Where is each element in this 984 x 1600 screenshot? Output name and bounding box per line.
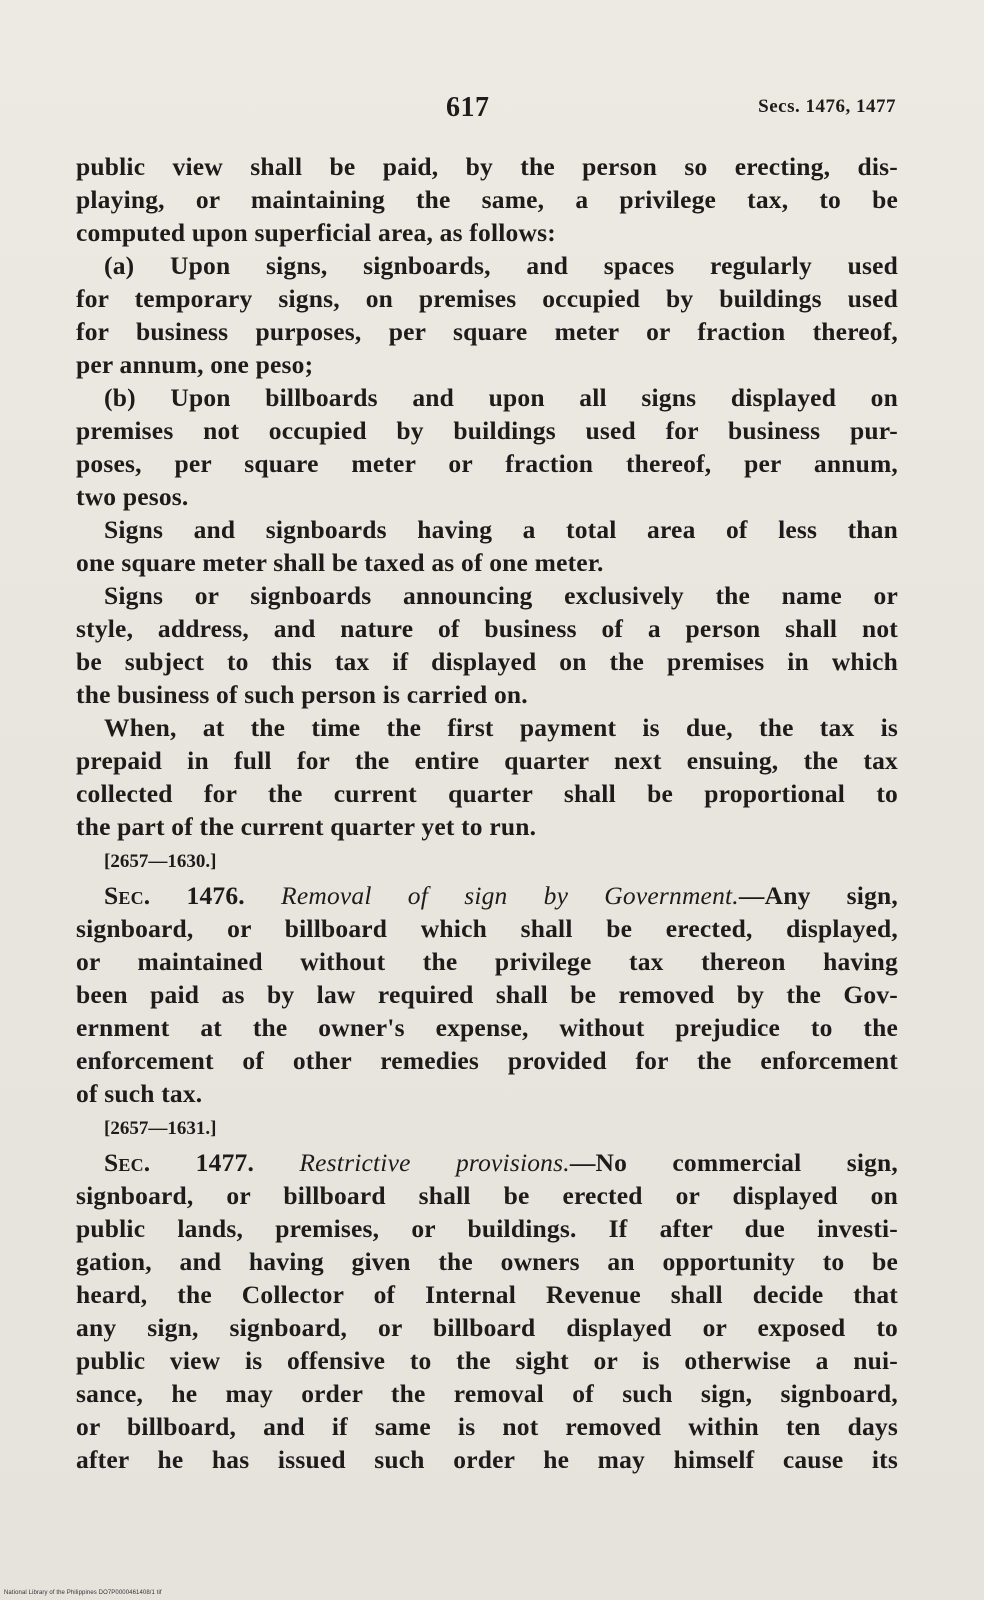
text-line: heard, the Collector of Internal Revenue shall decide that — [76, 1280, 898, 1309]
section-number: Sec. 1477. — [104, 1148, 255, 1177]
text-line: computed upon superficial area, as follows: — [76, 218, 556, 247]
text-line: be subject to this tax if displayed on the premises in which — [76, 647, 898, 676]
text-line: collected for the current quarter shall be proportional to — [76, 779, 898, 808]
source-reference: [2657—1631.] — [104, 1118, 217, 1139]
text-line: per annum, one peso; — [76, 350, 314, 379]
section-text: —Any sign, — [738, 881, 899, 910]
text-line: gation, and having given the owners an opportunity to be — [76, 1247, 898, 1276]
text-line: public view shall be paid, by the person so erecting, dis- — [76, 152, 898, 181]
text-line: or maintained without the privilege tax thereon having — [76, 947, 898, 976]
text-line: playing, or maintaining the same, a privilege tax, to be — [76, 185, 898, 214]
text-line: two pesos. — [76, 482, 189, 511]
text-line: after he has issued such order he may himself cause its — [76, 1445, 898, 1474]
text-line: Signs and signboards having a total area of less than — [104, 515, 898, 544]
text-line: or billboard, and if same is not removed within ten days — [76, 1412, 898, 1441]
section-heading-1477 — [76, 1146, 898, 1179]
text-line: premises not occupied by buildings used for business pur- — [76, 416, 898, 445]
text-line: enforcement of other remedies provided for the enforcement — [76, 1046, 898, 1075]
text-line: sance, he may order the removal of such sign, signboard, — [76, 1379, 898, 1408]
text-line: signboard, or billboard shall be erected or displayed on — [76, 1181, 898, 1210]
section-heading-1476 — [76, 879, 898, 912]
text-line: public lands, premises, or buildings. If after due investi- — [76, 1214, 898, 1243]
text-line: Signs or signboards announcing exclusively the name or — [104, 581, 898, 610]
text-line: ernment at the owner's expense, without prejudice to the — [76, 1013, 898, 1042]
text-line: (b) Upon billboards and upon all signs displayed on — [104, 383, 898, 412]
section-title: Restrictive provisions. — [299, 1148, 570, 1177]
page-header — [0, 92, 984, 132]
text-line: the part of the current quarter yet to run. — [76, 812, 537, 841]
text-line: for temporary signs, on premises occupied by buildings used — [76, 284, 898, 313]
section-text: —No commercial sign, — [569, 1148, 899, 1177]
page-number: 617 — [446, 92, 490, 123]
section-number: Sec. 1476. — [104, 881, 245, 910]
source-reference: [2657—1630.] — [104, 851, 217, 872]
text-line: (a) Upon signs, signboards, and spaces regularly used — [104, 251, 898, 280]
text-line: been paid as by law required shall be removed by the Gov- — [76, 980, 898, 1009]
section-title: Removal of sign by Government. — [281, 881, 739, 910]
text-line: When, at the time the first payment is due, the tax is — [104, 713, 898, 742]
text-line: the business of such person is carried on. — [76, 680, 528, 709]
scan-footer-label: National Library of the Philippines DO7P0000461408/1 tif — [4, 1590, 162, 1596]
text-line: signboard, or billboard which shall be erected, displayed, — [76, 914, 898, 943]
text-line: of such tax. — [76, 1079, 203, 1108]
page-body — [76, 150, 898, 1476]
running-head-section-ref: Secs. 1476, 1477 — [758, 96, 896, 117]
text-line: one square meter shall be taxed as of one meter. — [76, 548, 604, 577]
text-line: for business purposes, per square meter or fraction thereof, — [76, 317, 898, 346]
text-line: prepaid in full for the entire quarter next ensuing, the tax — [76, 746, 898, 775]
text-line: any sign, signboard, or billboard displayed or exposed to — [76, 1313, 898, 1342]
text-line: public view is offensive to the sight or is otherwise a nui- — [76, 1346, 898, 1375]
text-line: style, address, and nature of business of a person shall not — [76, 614, 898, 643]
text-line: poses, per square meter or fraction thereof, per annum, — [76, 449, 898, 478]
